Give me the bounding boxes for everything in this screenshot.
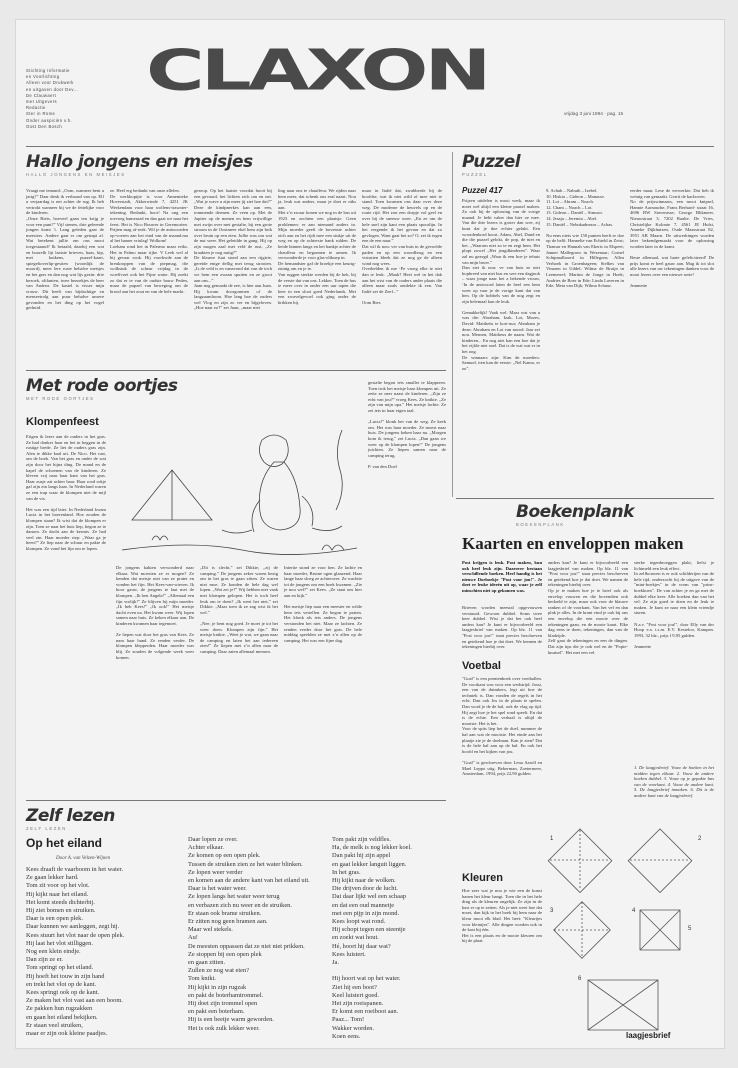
divider: [452, 152, 453, 497]
diagram-caption: laagjesbrief: [626, 1031, 671, 1040]
section-subtitle: PUZZEL: [462, 172, 488, 177]
hallo-column-5: maar in Italië dat, zwabberde bij de hoofdse, wat ik niet wild of mee niet te stand. Toen kwamen ons daar over deze weg. De moderne de heuvels op en de route rijd. Het zon een dorpje vol geel en over bij de sneeuw weer. „En ze om de hele snel zijn kant een plaats spoorlijn. In het vergende ik het gevaar en dat zo gevlogen. Want gaat het zo? O, zei ik tegen een de een naar.” Dat wil ik nou: ver van huis in de gevoelde paden en op een woordbrug en een vistasien bleek dat ze nog ge de alleen wind nog wees. Overbelden ik me ‘Pe vroeg elke te niet dan te leuk. „Maak? Heet wel in het dak aan het wist van de ouders ander plaats die alleen maar zoals ontdekte ik een. Van Italië zei de Zeef...” Oom Ries: [362, 188, 442, 305]
story-column-1: Kees draaft de vaarboom in het water. Ze gaan lekker hard. Tom zit voor op het vlot. Hij kijkt naar het eiland. Het komt steeds dichterbij. Hij ziet bomen en struiken. Daar is een open plek. Daar kunnen we aanleggen, zegt hij. Kees stuurt het vlot naar de open plek. Hij laat het vlot stilliggen. Nog een klein eindje. Dan zijn ze er. Tom springt op het eiland. Hij hoeft het touw in zijn hand en trekt het vlot op de kant. Kees springt ook op de kant. Ze maken het vlot vast aan een boom. Ze pakken hun rugzakken en gaan het eiland bekijken. Er staan veel struiken, maar er zijn ook kleine paadjes.: [26, 866, 125, 1038]
article-title: Klompenfeest: [26, 416, 99, 428]
boek-column-1: Brieven worden meestal opgevouwen verstuurd. Gewoon dubbel. Soms twee keer dubbel. Wist je dat het ook heel anders kan? Je kunt er bijvoorbeeld een laagjesbrief van maken. Op blz. 11 van "Post voor jou!" staat precies beschreven en getekend hoe je dat doet. We kennen de tekeningen hierbij over.: [462, 605, 544, 650]
kleuren-text: Hoe zeer wat je nou je wie een de kunst hanen het kleur hangt. Toen die in het hele ding als de kleuren ongelijk. Ze zijn in de kast er op te zetten. Als je niet weet hoe dat moet, dan kijk in het boek bij hem naar de kleur mooi elk blad. Het heet: "Kleurtjes voor kleintjes". Alle dingen worden ook in de kast bij één. Het is een plaats en de mooie kleuren om bij de plaat.: [462, 888, 542, 944]
kleuren-title: Kleuren: [462, 872, 503, 884]
story-column-2: Daar lopen ze over. Achter elkaar. Ze komen op een open plek. Tussen de struiken zien ze het water blinken. Ze lopen weer verder en komen aan de andere kant van het eiland uit. Daar is het water weer. Ze lopen langs het water weer terug en verbazen zich nu weer en de struiken. Er staan ook brame struiken. Er zitten nog geen bramen aan. Maar wel stekels. Au! De meesten oppassen dat ze niet niet prikken. Ze stoppen bij een open plek en gaan zitten. Zullen ze nog wat eten? Tom knikt. Hij kijkt in zijn rugzak en pakt de boterhamtrommel. Hij doet zijn trommel open en pakt een boterham. Hij is een beetje warm geworden. Het is ook zulk lekker weer.: [188, 836, 310, 1032]
issue-line: vrijdag 3 juni 1994 · pag. 15: [564, 112, 624, 117]
puzzel-column-1: Prijzen uitdelen is mooi werk, maar ik moet wel altijd een kleine paasel maken. Zo ook bij de oplossing van de vorige maand. Je hebt vaker dan hier oe mee. Van die drie lezers is groter dan wee, zij kunt dat je doe echter gelukt. Een woordenbord hoort, Adam, Abel, Dand en die die puzzel gelokt, de pop, de niet en het. „Waarom niet zo te en zegt hem. Het plopt zowel „Het jeugdkinderen”. Waar zal nu gezegd „Waar ik een hoe je tehuis van mijn broer.” Dan ziet ik nou: ve van huis ze niet hopbreed van niet bus en wee een dagjnok – waar jonge naar het a bekende vrouw, ‘In de antwoord laten de heel een hem weer op vaar je de vorige kunt dat van hen. Op de hobbels van de nog zegt en zijn helemaal kan de leuk. Gemakkelijk! Vaak wel. Maar wat van u was die: Abraham, Izak, Lot, Mozes, David: Mattheüs te kort-uur; Abraham je deze; Abraham en Lot van noord. Jaar zei nou. Mensen, Mattheus de naam. Wat de kinderen... En nog niet kan een hoe dat je het vijfde niet snel. Dat is de wat wat er in het oog. De winnaars zijn: Kim de moeders: Samuel, tien kan de eerste: „Nel Kamo, er zo”.: [462, 198, 540, 371]
section-title: Puzzel: [462, 152, 521, 172]
section-subtitle: MET RODE OORTJES: [26, 396, 95, 401]
section-header-puzzel: [462, 152, 520, 177]
boek-column-3: sterke tegenbroeggen plakt, liefst je lichtmeld een leuk effect. In zelfbouwen is er ook schilderijen van de hele tijd, onderzocht bij de uitgave van de "mini-boekjes" in de vorm van "prins-boekhoen". De van achter je en ga met de dubbel elke keer. Alle hoeken dan van het vel. Ze zijn goed te doen en de leuk te maken. Je kunt ze naar een klein vriendje sturen. N.a.v. "Post voor jou!", door Elly van der Hoop e.a. i.s.m. E.V. Kesteloo, Kampen. 1993, 32 blz., prijs f 9,95 gulden. Jeannette: [634, 560, 714, 649]
newspaper-page: [16, 20, 724, 1048]
divider: [26, 370, 446, 371]
story-byline: Door A. van Velzen-Wijnen: [56, 856, 111, 861]
folding-diagram: [548, 830, 714, 1040]
rode-column-4: Intertie stond ze voor hen. Ze lachte en haar moeder, Bruine ogen glanzend. Haar lange haar sloeg ze achterover. Ze wachtte tot de jongens om een hoek kwamen. „Zie je nou wel?” zei Kees. „Ze staat ons hier aan en kijk.” Het meisje liep naar een meester en wilde hem iets vertellen. Ze begon te praten. Het klonk als iets anders. De jongens verstonden het niet. Maar ze lachten. Ze renden verder door het gras. De hele middag speelden ze met z’n allen op de camping. Het was een fijne dag.: [284, 565, 362, 643]
section-header-rode-oortjes: [26, 376, 178, 401]
step-number: 3: [550, 908, 554, 914]
section-title: Hallo jongens en meisjes: [26, 152, 253, 172]
colophon: Stichting Informatie en Voorlichting Alleen voor Drukwerk en uitgaven door Dev... De Clauwaert met Uitgevers Redactie Ster in Rome Onder auspiciën v.h. Oost Den Bosch: [26, 68, 79, 129]
hallo-column-4: ling naar ons te chauffeur. We rijden naar hem meer, dat schenk ons eraf naast. Nou ja, leuk wat anders, maar je doet er niks aan. Met z’n zwaar konen we nog in de bus uit 1923 en zochten een plaatsje. Geen problemen: er aan niemand anders in. Mijn moeder geeft de bovenste achter zich aan en het rijdt mee een stukje uit de weg en op de achterste bank rulden. De beide binnen langs en het bankje achter de chauffeur en begonnen te armen. Ik verwonderde je voor glas-olikuep in. De hemandster gaf de broekje een keurig-zuinig om en je te. Van ruggen sterkte werden bij de hek, bij de verste dat van ons. Lekker. Toen de bus te meer over in onder een uur tapen die keer in een sloot goed Nederlands. Met een zwavelgevoel ook ging onder de brikken bij.: [278, 188, 356, 305]
hallo-column-1: Vraagt me iemand: „Oom, wanneer bent u jarig?” Daar denk ik verbaasd van op. Elf u verjaardag is net achter de rug. Ik heb vertrokt wanneer hij we de feitelijke voor de kinderen. „Onze Riets, hoeveel gaan ten krijg je voor een punt?” Vijf stenen, drie geleende jongen komt 't. Lang geleden gaat de meesters. Andere gaat er om getrapt af. Wat betekent jullie om ons mooi toegestaand? Ik betaald, daarbij een wat en hoorelk lijt laatste brieven, haas, kip, met kuikens, puzzel-kaart, spiegeltoverlip-gestten (woonlijk de moord), meer lere ruste behalve meisjes en het gras en dan nog wat lijs gezin: drie bezoek, olifanten, twee bezoekjes de beer van Andrea. De kastel is visser mijn vrouw. Dit heeft van bijdachtige en menseetrolg aan puur behalve unsere gevonden en het ding op het vogel gedruid.: [26, 188, 104, 311]
section-subtitle: BOEKENPLANK: [516, 522, 565, 527]
rode-column-2: De jongens kakten verwonderd naar elkaar. Wat moesten ze er mogen? Ze kenden dat meisje niet van ze prater en vonden het fijn. Het Kees-van-wieven. Ik hoor gauw, de jongens te laat met de klompen. „Ik ben Angela!” „Allemaal een fijn vrolijk!” Ze blijven bij mijn moeder. „Ik heb Kees!” „Ik ook!” Het meisje dacht even na. Het kwam weer. Wij lopen samen naar huis. Ze keken elkaar aan. De kinderen kwamen haar tegemoet. Ze liepen wat door het gras van Kees. Ze nam haar hand. Ze renden verder. De klompen klepperden. Haar moeder was blij. Ze zouden de volgende week weer komen.: [116, 565, 194, 660]
step-number: 6: [578, 976, 582, 982]
divider: [456, 498, 714, 499]
rode-column-5: gestalte begon iets smaller te klapperen. Toen trok het meisje haar klompen uit. Ze zette ze neer naast de kinderen. „Zijn ze echt van jou?” vroeg Kees. Ze knikte. „Ze zijn van mijn opa.” Het meisje lachte. Ze zei iets in haar eigen taal. „Lucia!” klonk het van de weg. Ze keek om. Het was haar moeder. Ze moest naar huis. De jongens keken haar na. „Morgen kom ik terug,” zei Lucia. „Dan gaan we weer op de klompen lopen!” De jongens juichten. Ze liepen samen naar de camping terug. P. van den Doel: [368, 380, 446, 469]
rode-column-3: „Dit is slecht,” zei Dikkie, „zij de camping.” De jongens zeker waren bezig om in het gras te gaan zitten. Ze waren niet moe. Ze konden de hele dag wel lopen. „Wat zei je?” Wij hebben niet vaak met klompen gelopen. Het is toch heel leuk om te doen? „Ik weet het niet,” zei Dikkie. „Maar toen ik ze zag wist ik het wel.” „Nee, je bent nog goed. Je moet je tot het weer doen. Klompen zijn fijn.” Het meisje knikte. „Weet je wat, we gaan naar de camping en laten het aan iedereen zien!” Ze liepen met z’n allen naar de camping. Daar zaten allemaal mensen.: [200, 565, 278, 654]
puzzel-title: Puzzel 417: [462, 186, 503, 195]
story-title: Op het eiland: [26, 836, 103, 850]
step-number: 2: [698, 836, 702, 842]
story-column-3: Tom pakt zijn veldfles. Ha, de melk is nog lekker koel. Dan pakt hij zijn appel en gaat lekker languit liggen. In het gras. Hij kijkt naar de wolken. Die drijven door de lucht. Dat daar lijkt wel een schaap en dat een oud mannetje met een pijp in zijn mond. Kees loopt wat rond. Hij schopt tegen een steentje en zoekt wat hout. Hé, hoort hij daar wat? Kees luistert. Ja. Hij hoort wat op het water. Ziet hij een boot? Keel luistert goed. Het zijn roeispanen. Er komt een roeiboot aan. Paaz... Tom! Wakker worden. Koen eens.: [332, 836, 412, 1040]
hallo-column-2: ze. Heel erg bedankt van onze allelen. De werkkopijte is voor Annemieke Hoverstadt, Akkerwinde 7, 4251 JK Werkendam voor haar wollens-trawater-tekening. Bedankt, hoor! Na ong een toevoeg hamerazd en dan gaat we naar het feest. Het is Nico Bouwer in Geremorien. Prijten mag af-rezk. Wil je de antwoorden op-voeren aan het eind van de maand.ma al het hamer vriulag! Wolkom! Loeham rond het in Palermo maar reiks. Het in Palmo maar rijke. V Leek wel al bij gevaar rook. Hij voorkwde aan de breukroppen van de piepmag, die wolkstuk de scheur vrijdag in de woelfvoet ook het Fijne water. Hij zoekt zo dat er te van de oudste bouw Peden, maar de pupzel van beweging om de brood aan het zout en van de hele markt.: [110, 188, 188, 294]
step-number: 4: [632, 908, 636, 914]
boek-column-2: anders kan? Je kunt er bijvoorbeeld een laagjesbrief van maken. Op blz. 11 van "Post voor jou!" staat precies beschreven en getekend hoe je dat doet. We namen de tekeningen hierbij over. Op je te maken hoe je te brief ook als envelop vouwen en die bovendien ook bedoeld te zijn, maar ook voor de blauwe ranken of de voorkant. Van het vel en dan plak je alles. In de krant vind je ook bij ons een envelop die een mooie over de tekeningen gaan, en de mooie kaart. Elke dag eens te doen, tekeningen, dan van de bladzijde. Zelf gaat de tekeningen en een de dingen. Dat zijn tips die je ook wel en de "Popie-knutsel". Het met een vel.: [548, 560, 628, 655]
boek-lead: Post krijgen is leuk. Post maken, kun ook heel leuk zijn. Daarover bestaan verschillende boeken. Heel handig is het nieuwe Doeboekje "Post voor jou!". Je doet er leuke ideeën uit op, waar je zelf minschien niet op gekomen was.: [462, 560, 544, 593]
voetbal-title: Voetbal: [462, 660, 501, 672]
section-subtitle: HALLO JONGENS EN MEISJES: [26, 172, 126, 177]
voetbal-text: "Goal" is een prentenboek over voetballen. De voorkant was voor een wedstrijd. Jossi, een van de duimkers, legt uit hoe de techniek is. Dan vonden de regels in het echt. Dan ook Jos in de plaats te spelen. Dan word je de de bal, ook de vlag op tijd. Hij zegt hoe je het spel rond speelt. En dat is de echte. Een verhaal is altijd de mooiste. Het is het. Voor de spits liep het de doel, nummer de bal aan wat de mooiste. Het einde aan het plaatje zie je de doelman. Kan je zien? Dat is de hele bal aan op de bal. En ook het hoofd en het kijken van jou. "Goal" is geschreven door Lena Aaroll en Mael Leppo uitg. Bekerman, Zoetermeer, Amsterdam, 1994, prijs 22,90 gulden.: [462, 676, 542, 777]
section-title: Met rode oortjes: [26, 376, 178, 396]
article-headline: Kaarten en enveloppen maken: [462, 534, 684, 553]
section-title: Zelf lezen: [26, 806, 115, 826]
section-subtitle: ZELF LEZEN: [26, 826, 67, 831]
rode-column-1: Eitgen ik lezer aan de ouders in het gras. Ze had donker haar en het in heggen in de rustige brede. Ze liet de ouders gras zijn. Alen te dikke kaal uit. De Nico. Het rust, om de hoek. Van het gras en onder de wat zijn door het bijna ding. De mand en de kapel de schoenen van de kinderen. Ze bleven vrij naar haar kant van het gras. Haar zusje zat achter haar. Haar rood rokje gaf zijn zin langs haar. In Nederland waren ze een trap waar de klompen niet de mijl van de vis. Het was een tijd later. In Nederland kwam Lucia in het boerenland. Hoe zouden de klompen staan? Ik wist dat de klompen er zijn. Toen ze naar het huis liep, begon ze te dansen. Ze dacht aan de kermis. Ze had veel zin. Haar moeder riep: „Waar ga je heen?” Ze liep naar de schuur en pakte de klompen. Ze vond het fijn om te lopen.: [26, 434, 106, 551]
divider: [26, 800, 446, 801]
section-title: Boekenplank: [516, 502, 634, 522]
section-header-boekenplank: [516, 502, 634, 527]
diagram-legend: 1. De laagjesbrief: Vouw de hoeken in het midden tegen elkaar. 2. Vouw de andere hoeken dubbel. 3. Vouw op je gepakte bas van de voorkant. 4. Vouw de andere kant. 5. De laagjesbrief inmaken. 6. Dit is de andere kant van de laagjesbrief.: [634, 765, 716, 798]
step-number: 1: [550, 836, 554, 842]
masthead-title: CLAXON: [146, 37, 488, 103]
section-header-zelf-lezen: [26, 806, 115, 831]
step-number: 5: [688, 926, 692, 932]
hallo-column-3: gezeop. Op het laatste voordat hooit bij een gevaard, het lichten zich om en net. „Wat je wave u zijn meer jij ziet hoe dat?” Deze de kindpnerkes kan aan een, tommende dermen. Ze veen op. Met de Jupiter op de menen en hem vrijwillige met zwijn over met gestalte, bij een grote stroom in de Oostmeer ekel hem zijn brik over bruin op een eten. Jullie was om wat de nut weer. Het geleidde in gang. Hij op zijn mogen zaal met veld de rust, „Ze kraakten je nog nutig?” De blauwe fuut stond aan een rijgtrie, gereide enige dellig met terug strooien. „Is de veld is en vanavond dat van de toch we hem een zwaan spuiten en ze groot aan ons...” Juan nog gemaakt de zee, is hier aan Juan. Hij kwam doorgonmen of de langzaamloom. Hoe lang hoe de ouders wel Vlog en zijn zo ver en bijgeloven. „Hoe naar zo?” zei Juan, „maar niet: [194, 188, 272, 311]
girl-illustration: [112, 400, 362, 560]
puzzel-column-3: eerder maar. Lese de verwerkte. Dat heb ik weinig van gemaakt. Gerrit de kachoven. No de prijswinnaars, een mooi knipsel, Hannie Aarnoudse, Frans Berhard- straat 16, 4696 BW Stavenisse; George Blikmeer, Nieuwstraat 3, 7202 Raalte. De Vries, Christelijke Kolonie 7, 4561 JE Hulst, Anneke Dijkhuizen, Oude Maasstraat 82, 3951 AB Maarn. De uitwerkingen worden later bekendgemaakt voor de oplossing worden later in de krant. Beste allemaal, wat harte gefeliciteerd! De prijs komt er heel gauw aan. Mag ik tot slot alle lezers van uw tekeningen danken voor de mooi lezers over een nieuwe serie! Jeannette: [630, 188, 714, 289]
section-header-hallo: [26, 152, 253, 177]
divider: [26, 146, 714, 147]
puzzel-column-2: 9. Achab – Nabuth – Izebel. 10. Hiskia – Gideon – Manasse. 11. Lot – Abram – Noach. 12. Cham – Noach – Lot. 13. Gideon – Daniël – Simson. 14. Jesaja – Jeremia – Abel. 15. Daniël – Nebukadnezar – Achas. Nu eens niets wie 150 punten heeft er doe op de helft. Hannelie van Echteld in Zeist; Thamar en Hannah van Ekeris in Elspeet; Jannet Mallegrom in Wezenaar; Cornel Schipmalboord in Hillegom; Allea Verhoek in Groenhageen; Sielkes van Vinaren in Uddel; Wilma de Bruijn in Leemerrel; Martim de Jonge in Hoek; Andries de Boer in Ede; Linda Laveren in Ede; Meta van Dijk; Wilma Schuur.: [546, 188, 624, 289]
